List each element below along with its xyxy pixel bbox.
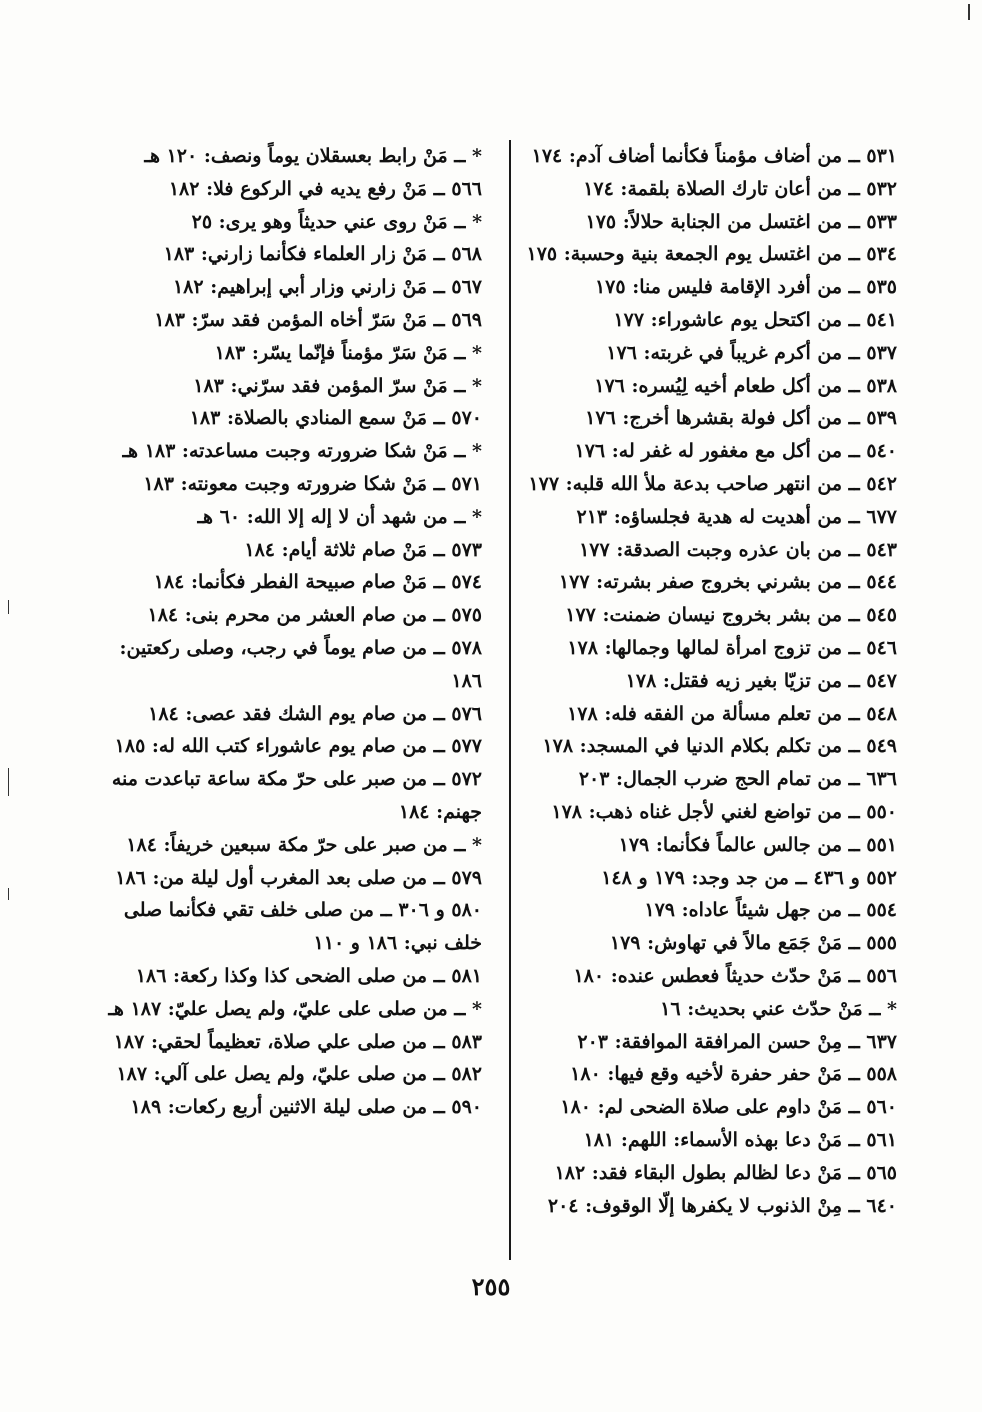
- scan-edge-mark: [8, 888, 9, 900]
- page-number: ٢٥٥: [471, 1272, 511, 1301]
- index-entry: ٥٨٢ ــ من صلى عليّ، ولم يصل على آلي: ١٨٧: [116, 1063, 482, 1086]
- index-entry: * ــ مَنْ شكا ضرورته وجبت مساعدته: ١٨٣ هـ: [122, 440, 482, 463]
- index-entry: * ــ من شهد أن لا إله إلا الله: ٦٠ هـ: [197, 505, 482, 528]
- index-entry: ٥٤٥ ــ من بشر بخروج نيسان ضمنت: ١٧٧: [565, 604, 897, 627]
- index-entry: ٥٥٦ ــ مَنْ حدّث حديثاً فعطس عنده: ١٨٠: [573, 964, 897, 987]
- scan-edge-mark: [8, 768, 9, 796]
- index-entry: ٥٦٠ ــ مَنْ داوم على صلاة الضحى لم: ١٨٠: [560, 1096, 897, 1119]
- index-entry: ٥٤٩ ــ من تكلم بكلام الدنيا في المسجد: ١٧٨: [542, 735, 897, 758]
- index-entry: ٥٧٢ ــ من صبر على حرّ مكة ساعة تباعدت منه جهنم: ١٨٤: [111, 768, 482, 823]
- index-entry: ٥٣٥ ــ من أفرد الإقامة فليس منا: ١٧٥: [594, 276, 897, 299]
- scan-edge-mark: [968, 4, 970, 20]
- index-entry: ٥٦١ ــ مَنْ دعا بهذه الأسماء: اللهم: ١٨١: [583, 1128, 897, 1151]
- index-entry: ٥٧٩ ــ من صلى بعد المغرب أول ليلة من: ١٨٦: [115, 866, 482, 889]
- index-column-left: [106, 140, 482, 1124]
- index-entry: ٥٥٨ ــ مَنْ حفر حفرة لأخيه وقع فيها: ١٨٠: [570, 1063, 897, 1086]
- index-entry: ٥٧٥ ــ من صام العشر من محرم بنى: ١٨٤: [147, 604, 482, 627]
- index-entry: ٦٣٧ ــ مِنْ حسن المرافقة الموافقة: ٢٠٣: [577, 1030, 897, 1053]
- index-entry: * ــ من صلى على عليّ، ولم يصل عليّ: ١٨٧ هـ: [108, 997, 482, 1020]
- index-entry: ٥٤٨ ــ من تعلم مسألة من الفقه فله: ١٧٨: [567, 702, 897, 725]
- index-entry: * ــ مَنْ روى عني حديثاً وهو يرى: ٢٥: [191, 210, 482, 233]
- index-entry: ٥٣٢ ــ من أعان تارك الصلاة بلقمة: ١٧٤: [583, 177, 897, 200]
- column-divider: [509, 140, 511, 1260]
- index-entry: * ــ مَنْ رابط بعسقلان يوماً ونصف: ١٢٠ هـ: [144, 145, 482, 167]
- index-entry: ٥٤٧ ــ من تزيّا بغير زيه فقتل: ١٧٨: [625, 669, 897, 692]
- index-entry: ٥٧٠ ــ مَنْ سمع المنادي بالصلاة: ١٨٣: [189, 407, 482, 430]
- index-entry: * ــ من صبر على حرّ مكة سبعين خريفاً: ١٨٤: [126, 833, 482, 856]
- index-entry: ٥٥٢ و ٤٣٦ ــ من جد وجد: ١٧٩ و ١٤٨: [601, 866, 897, 889]
- index-entry: ٥٧١ ــ مَنْ شكا ضرورته وجبت معونته: ١٨٣: [143, 472, 482, 495]
- index-entry: * ــ مَنْ سَرّ مؤمناً فإنّما يسّر: ١٨٣: [214, 341, 482, 364]
- index-entry: ٥٤٢ ــ من انتهر صاحب بدعة ملأ الله قلبه: ١٧٧: [528, 472, 897, 495]
- index-entry: ٥٧٧ ــ من صام يوم عاشوراء كتب الله له: ١٨٥: [114, 735, 482, 758]
- index-entry: ٥٦٨ ــ مَنْ زار العلماء فكأنما زارني: ١٨٣: [163, 243, 482, 266]
- index-entry: ٦٧٧ ــ من أهديت له هدية فجلساؤه: ٢١٣: [576, 505, 897, 528]
- index-entry: ٥٤٤ ــ من بشرني بخروج صفر بشرته: ١٧٧: [558, 571, 897, 594]
- index-entry: ٥٦٩ ــ مَنْ سَرّ أخاه المؤمن فقد سرّ: ١٨٣: [154, 308, 482, 331]
- index-entry: ٥٥٤ ــ من جهل شيئاً عاداه: ١٧٩: [644, 899, 897, 922]
- index-column-right: [497, 140, 897, 1222]
- index-entry: ٥٤١ ــ من اكتحل يوم عاشوراء: ١٧٧: [613, 308, 897, 331]
- index-entry: ٥٨٠ و ٣٠٦ ــ من صلى خلف تقي فكأنما صلى خلف نبي: ١٨٦ و ١١٠: [123, 899, 482, 955]
- index-entry: * ــ مَنْ سرّ المؤمن فقد سرّني: ١٨٣: [193, 374, 482, 397]
- index-entry: ٦٤٠ ــ مِنْ الذنوب لا يكفرها إلّا الوقوف: ٢٠٤: [547, 1194, 897, 1217]
- index-entry: ٥٨١ ــ من صلى الضحى كذا وكذا ركعة: ١٨٦: [135, 964, 482, 987]
- index-entry: ٥٣٩ ــ من أكل فولة بقشرها أخرج: ١٧٦: [585, 407, 897, 430]
- index-entry: * ــ مَنْ حدّث عني بحديث: ١٦: [660, 997, 897, 1020]
- index-entry: ٥٤٠ ــ من أكل مع مغفور له غفر له: ١٧٦: [574, 440, 897, 463]
- index-entry: ٥٩٠ ــ من صلى ليلة الاثنين أربع ركعات: ١٨٩: [130, 1096, 482, 1119]
- index-entry: ٥٣٣ ــ من اغتسل من الجنابة حلالاً: ١٧٥: [585, 210, 897, 233]
- index-entry: ٥٦٥ ــ مَنْ دعا لظالم بطول البقاء فقد: ١٨٢: [554, 1161, 897, 1184]
- index-entry: ٥٥٠ ــ من تواضع لغني لأجل غناه ذهب: ١٧٨: [551, 800, 897, 823]
- index-entry: ٥٤٦ ــ من تزوج امرأة لمالها وجمالها: ١٧٨: [567, 636, 897, 659]
- index-entry: ٥٦٦ ــ مَنْ رفع يديه في الركوع فلا: ١٨٢: [168, 177, 482, 200]
- index-entry: ٥٣٤ ــ من اغتسل يوم الجمعة بنية وحسبة: ١٧٥: [526, 243, 897, 266]
- index-entry: ٥٧٨ ــ من صام يوماً في رجب، وصلى ركعتين: ١٨٦: [119, 636, 482, 692]
- index-entry: ٥٣١ ــ من أضاف مؤمناً فكأنما أضاف آدم: ١٧٤: [531, 145, 897, 167]
- index-entry: ٥٧٦ ــ من صام يوم الشك فقد عصى: ١٨٤: [148, 702, 482, 725]
- index-entry: ٥٧٣ ــ مَنْ صام ثلاثة أيام: ١٨٤: [244, 538, 482, 561]
- index-entry: ٥٣٨ ــ من أكل طعام أخيه لِيُسره: ١٧٦: [594, 374, 897, 397]
- index-entry: ٥٨٣ ــ من صلى علي صلاة، تعظيماً لحقي: ١٨٧: [113, 1030, 482, 1053]
- index-entry: ٥٥٥ ــ مَنْ جَمَع مالاً في تهاوش: ١٧٩: [609, 932, 897, 955]
- index-entry: ٥٥١ ــ من جالس عالماً فكأنما: ١٧٩: [618, 833, 897, 856]
- scan-edge-mark: [8, 600, 9, 614]
- index-entry: ٥٧٤ ــ مَنْ صام صبيحة الفطر فكأنما: ١٨٤: [153, 571, 482, 594]
- index-entry: ٥٤٣ ــ من بان عذره وجبت الصدقة: ١٧٧: [579, 538, 897, 561]
- index-entry: ٥٣٧ ــ من أكرم غريباً في غربته: ١٧٦: [606, 341, 897, 364]
- index-entry: ٦٣٦ ــ من تمام الحج ضرب الجمال: ٢٠٣: [578, 768, 897, 791]
- index-entry: ٥٦٧ ــ مَنْ زارني وزار أبي إبراهيم: ١٨٢: [172, 276, 482, 299]
